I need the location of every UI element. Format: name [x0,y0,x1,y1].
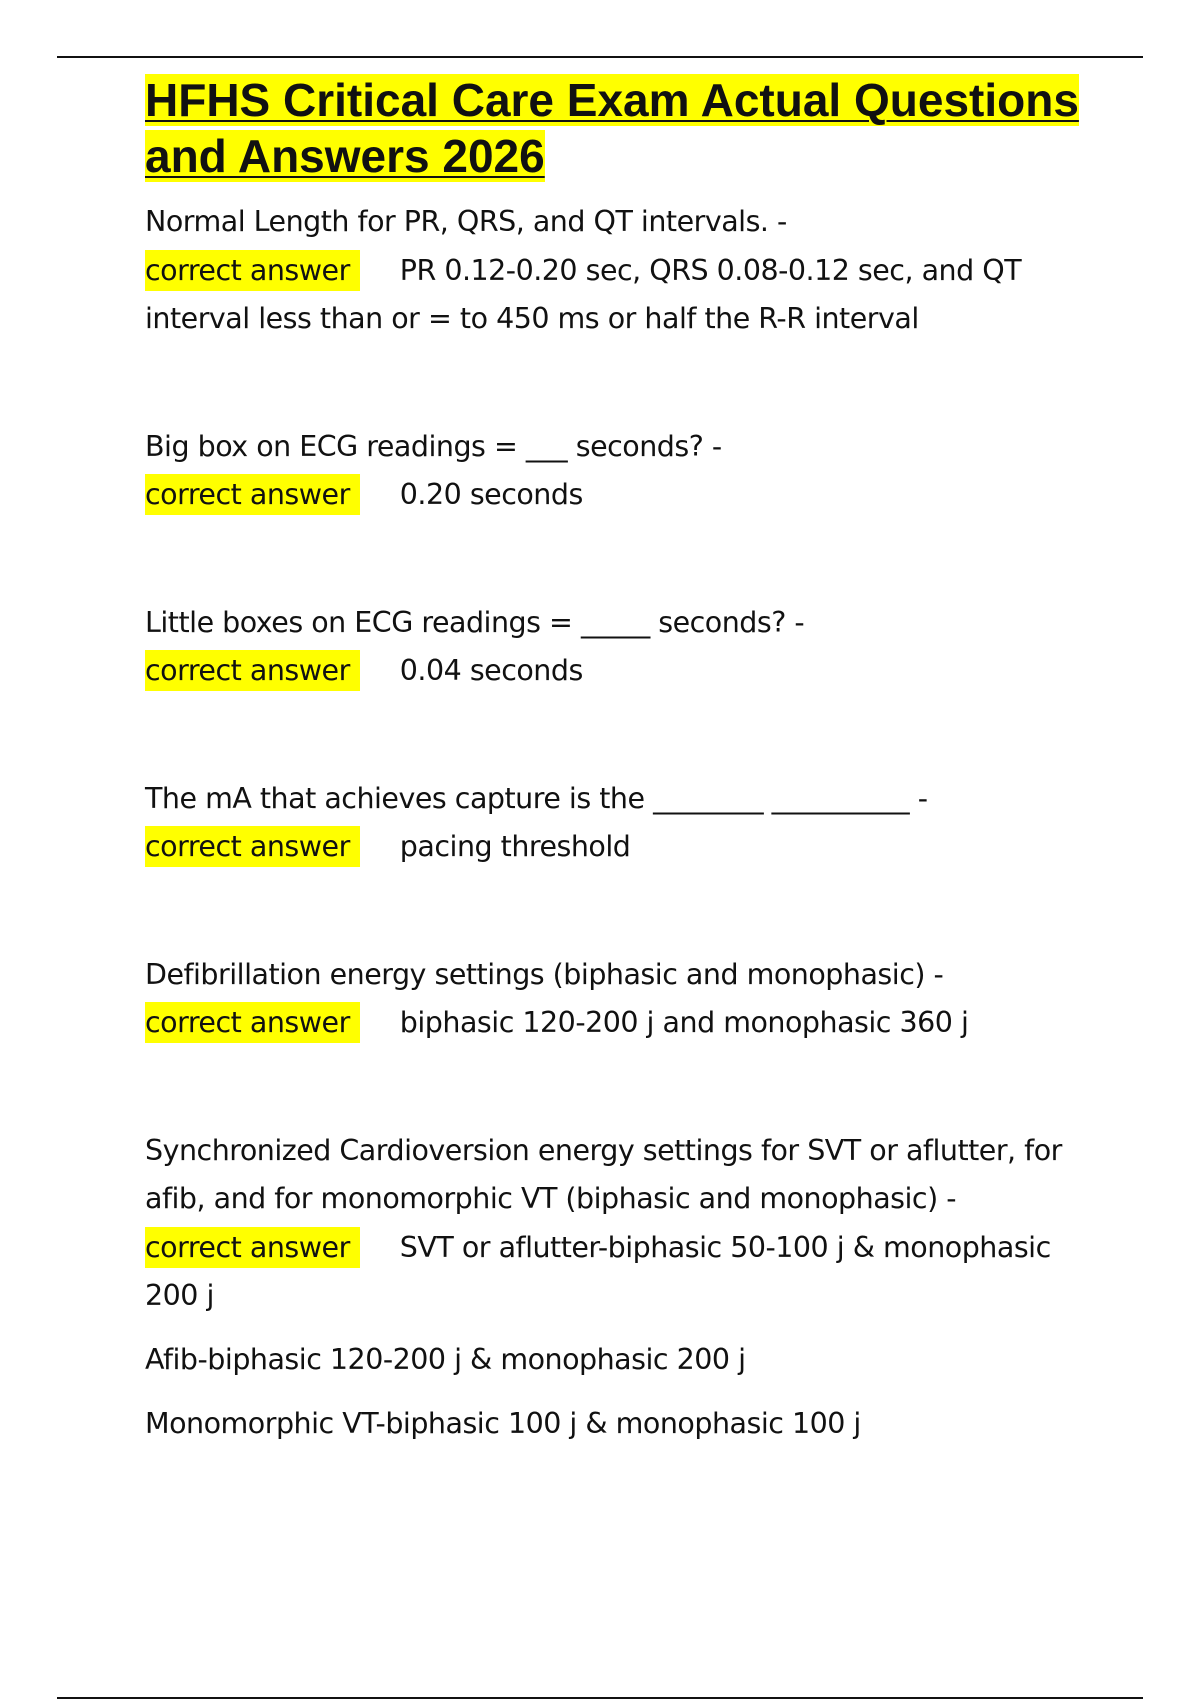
qa-item [145,423,1085,520]
document-body [145,72,1085,1449]
question-text: Big box on ECG readings = ___ seconds? - [145,429,722,463]
answer-line [145,823,1085,872]
qa-item [145,1127,1085,1321]
answer-continuation: Afib-biphasic 120-200 j & monophasic 200 j [145,1342,746,1376]
question-text: The mA that achieves capture is the ________ __________ - [145,781,928,815]
correct-answer-label: correct answer [145,1002,360,1043]
answer-line [145,647,1085,696]
qa-item [145,599,1085,696]
correct-answer-label: correct answer [145,474,360,515]
question-text: Synchronized Cardioversion energy settings for SVT or aflutter, for afib, and for monomorphic VT (biphasic and monophasic) - [145,1133,1062,1215]
correct-answer-label: correct answer [145,826,360,867]
answer-text: pacing threshold [399,830,631,863]
answer-line [145,1224,1085,1321]
correct-answer-label: correct answer [145,250,360,291]
answer-text: SVT or aflutter-biphasic 50-100 j & monophasic 200 j [145,1230,1051,1312]
bottom-rule [57,1697,1143,1699]
answer-continuation: Monomorphic VT-biphasic 100 j & monophasic 100 j [145,1407,861,1440]
qa-item [145,775,1085,872]
question-text: Normal Length for PR, QRS, and QT intervals. - [145,205,787,238]
answer-line [145,999,1085,1048]
answer-text: biphasic 120-200 j and monophasic 360 j [399,1006,969,1039]
document-title [145,72,1085,184]
correct-answer-label: correct answer [145,650,360,691]
qa-item [145,198,1085,344]
question-text: Defibrillation energy settings (biphasic and monophasic) - [145,957,944,991]
answer-text: 0.04 seconds [399,654,583,687]
answer-line [145,247,1085,344]
correct-answer-label: correct answer [145,1227,360,1268]
answer-text: 0.20 seconds [399,478,583,511]
title-text: HFHS Critical Care Exam Actual Questions and Answers 2026 [145,74,1079,182]
qa-item [145,951,1085,1048]
top-rule [57,56,1143,58]
question-text: Little boxes on ECG readings = _____ seconds? - [145,605,805,639]
answer-text: PR 0.12-0.20 sec, QRS 0.08-0.12 sec, and QT interval less than or = to 450 ms or half the R-R interval [145,253,1022,335]
answer-line [145,471,1085,520]
